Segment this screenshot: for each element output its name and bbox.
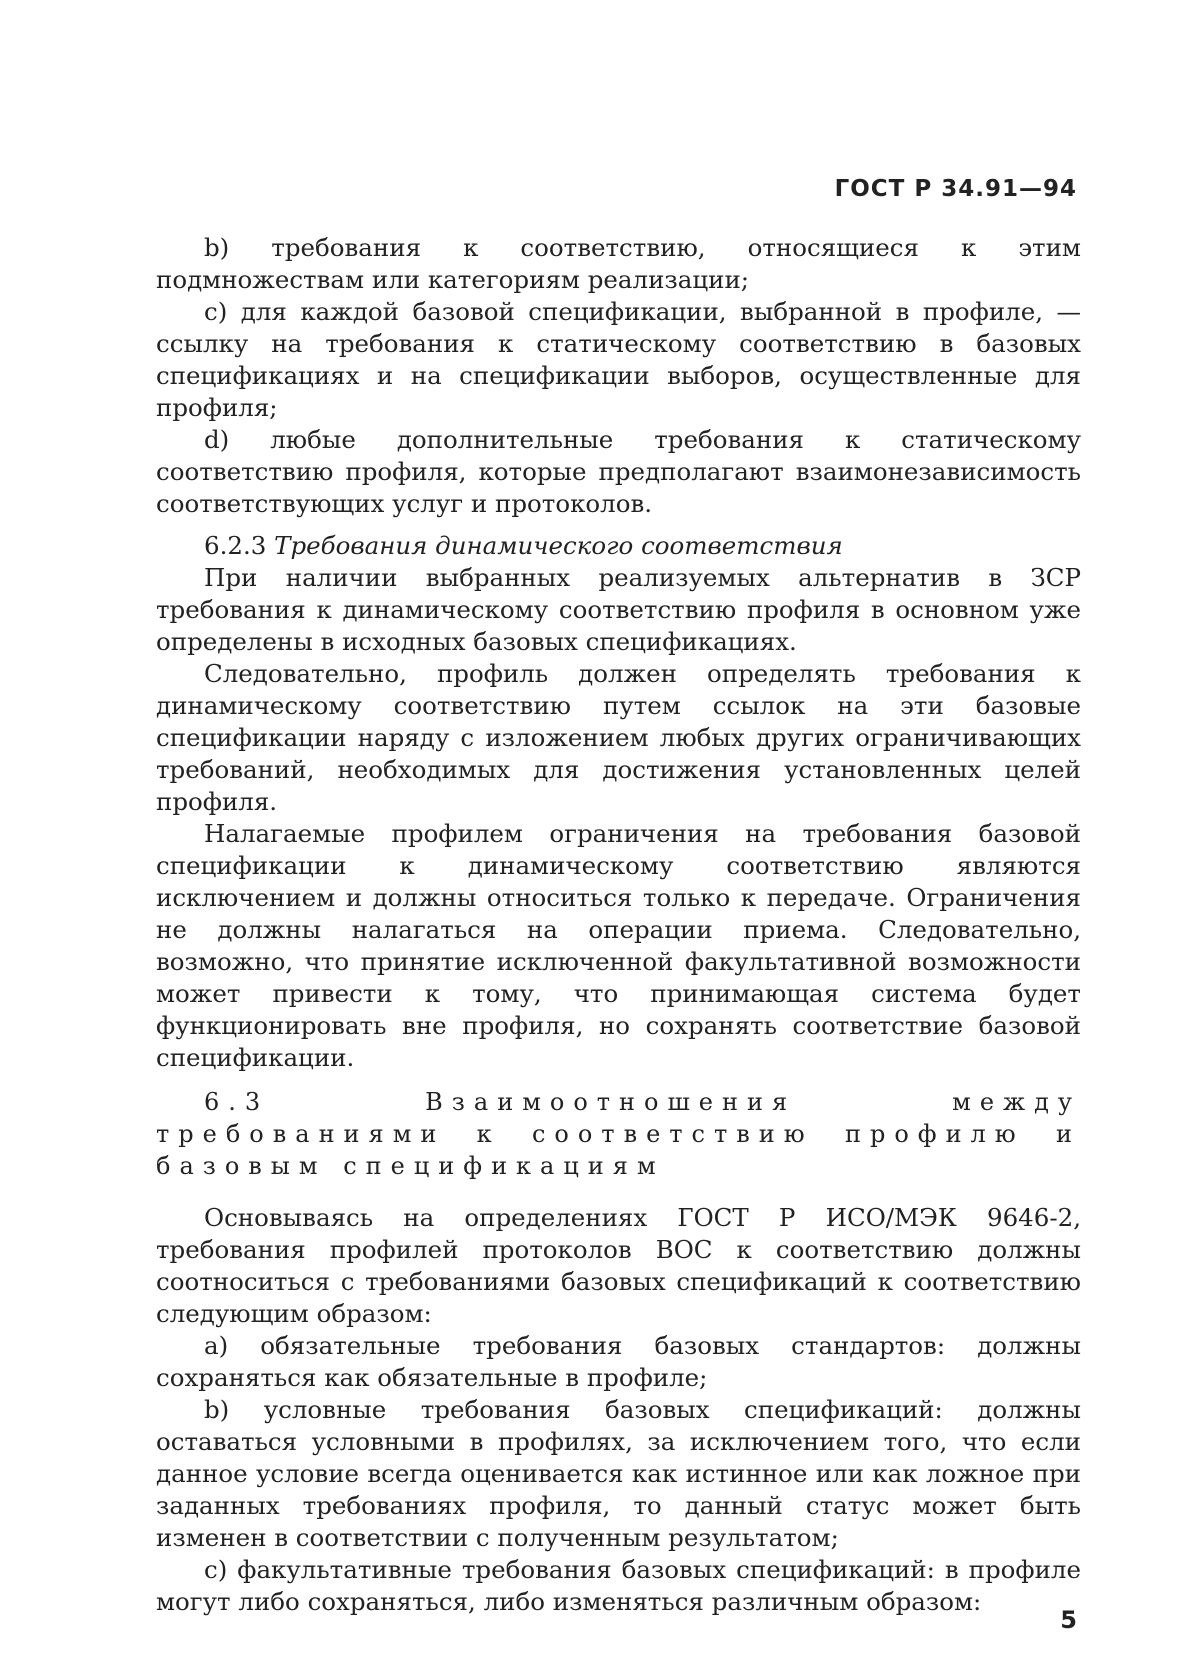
list-item-a: а) обязательные требования базовых стандартов: должны сохраняться как обязательные в профиле; xyxy=(156,1331,1081,1392)
section-6-2-3-heading xyxy=(156,530,1081,562)
paragraph: Налагаемые профилем ограничения на требования базовой спецификации к динамическому соответствию являются исключением и должны относиться только к передаче. Ограничения не должны налагаться на операции приема. Следовательно, возможно, что принятие исключенной факультативной возможности может привести к тому, что принимающая система будет функционировать вне профиля, но сохранять соответствие базовой спецификации. xyxy=(156,819,1081,1072)
section-6-3-heading: 6.3 Взаимоотношения между требованиями к соответствию профилю и базовым спецификациям xyxy=(156,1088,1081,1180)
paragraph: Следовательно, профиль должен определять требования к динамическому соответствию путем ссылок на эти базовые спецификации наряду с изложением любых других ограничивающих требований, необходимых для достижения установленных целей профиля. xyxy=(156,659,1081,816)
list-item-b: b) условные требования базовых спецификаций: должны оставаться условными в профилях, за исключением того, что если данное условие всегда оценивается как истинное или как ложное при заданных требованиях профиля, то данный статус может быть изменен в соответствии с полученным результатом; xyxy=(156,1395,1081,1552)
document-body xyxy=(156,232,1081,1618)
section-6-2-3-number: 6.2.3 xyxy=(204,531,267,560)
list-item-b: b) требования к соответствию, относящиеся к этим подмножествам или категориям реализации; xyxy=(156,233,1081,294)
paragraph: Основываясь на определениях ГОСТ Р ИСО/МЭК 9646-2, требования профилей протоколов ВОС к соответствию должны соотноситься с требованиями базовых спецификаций к соответствию следующим образом: xyxy=(156,1203,1081,1328)
list-item-c: с) факультативные требования базовых спецификаций: в профиле могут либо сохраняться, либо изменяться различным образом: xyxy=(156,1555,1081,1616)
page-number: 5 xyxy=(1060,1606,1077,1634)
section-6-2-3-title: Требования динамического соответствия xyxy=(274,531,843,560)
document-code-header: ГОСТ Р 34.91—94 xyxy=(834,176,1077,202)
paragraph: При наличии выбранных реализуемых альтернатив в ЗСР требования к динамическому соответствию профиля в основном уже определены в исходных базовых спецификациях. xyxy=(156,563,1081,656)
list-item-d: d) любые дополнительные требования к статическому соответствию профиля, которые предполагают взаимонезависимость соответствующих услуг и протоколов. xyxy=(156,425,1081,518)
list-item-c: c) для каждой базовой спецификации, выбранной в профиле, — ссылку на требования к статическому соответствию в базовых спецификациях и на спецификации выборов, осуществленные для профиля; xyxy=(156,297,1081,422)
